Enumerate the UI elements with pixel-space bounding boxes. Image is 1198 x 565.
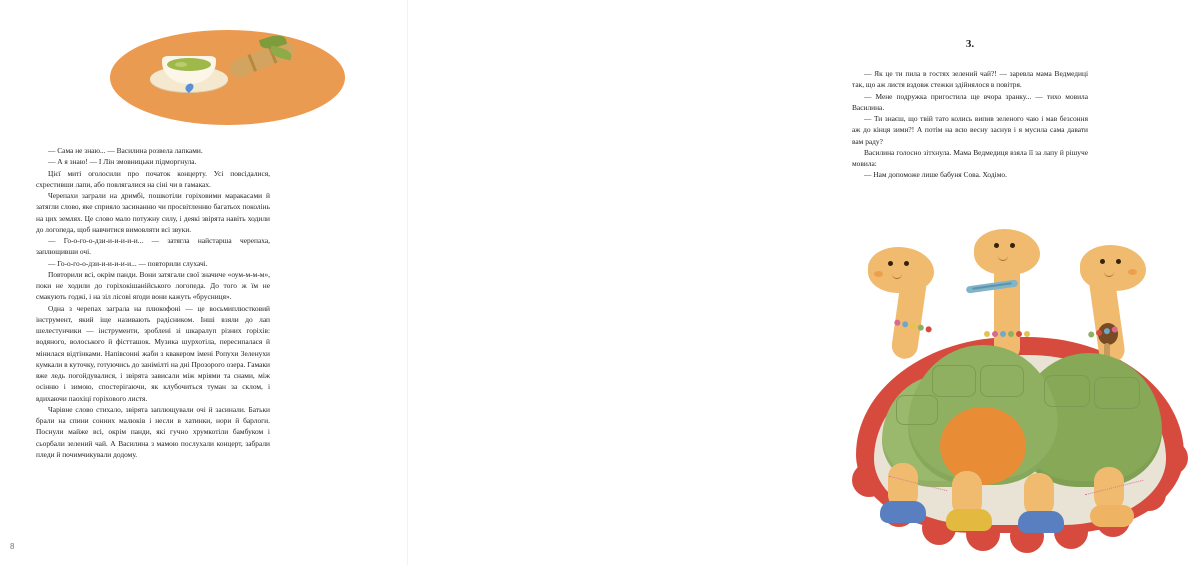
paragraph: Повторили всі, окрім панди. Вони затягали свої значиче «оум-м-м-м», поки не ходили до горіхокішанійського логопеда. До того ж їм не смакують годжі, і на зіл лісові яґоди вони кажуть «брусниця». xyxy=(36,269,270,302)
bead xyxy=(1088,331,1095,338)
tea-liquid-shape xyxy=(167,58,211,71)
bead xyxy=(909,322,916,329)
bead xyxy=(925,326,932,333)
green-tea-cup-illustration xyxy=(110,30,345,125)
paragraph: Чарівне слово стихало, звірята заплющували очі й засинали. Батьки брали на спини сонних малюків і несли в хатинки, нори й барлоги. Поснули майже всі, окрім панди, які гучно хрумкотіли бамбуком і сьорбали зелений чай. А Василина з мамою послухали концерт, забрали пледи й почимчикували додому. xyxy=(36,404,270,459)
turtle-shoe xyxy=(880,501,926,523)
turtle-eye xyxy=(1116,259,1121,264)
paragraph: Одна з черепах заграла на плюкофоні — це восьмиплюстковий інструмент, який іще називають радісником. Інші взяли до лап шелестунчики — інструменти, зроблені зі шкаралуп різних горіхів: водяного, волоського й фістташок. Музика шурхотіла, пересипалася й мінилася відтінками. Напівсонні жаби з квакером імені Ропухи Зеленухи кумкали в куточку, готуючись до занімілті на дні Прозорого озера. Гамаки вже ледь погойдувалися, і звірята зависали між мріями та снами, між осінню і зимою, спостерігаючи, як клубочиться туман за склом, і вдихаючи паохіці горіхового листя. xyxy=(36,303,270,403)
turtle-foot xyxy=(1090,505,1134,527)
bead xyxy=(992,331,998,337)
bead xyxy=(1016,331,1022,337)
paragraph: — Мене подружка пригостила ще вчора зранку... — тихо мовила Василина. xyxy=(852,91,1088,112)
turtle-eye xyxy=(904,261,909,266)
left-page xyxy=(0,0,407,565)
shell-plate xyxy=(1044,375,1090,407)
turtle-shoe xyxy=(946,509,992,531)
bead xyxy=(917,324,924,331)
bead-necklace xyxy=(984,331,1030,337)
turtle-head-left xyxy=(868,247,934,293)
paragraph: — Го-о-го-о-дзи-и-и-и-и-и... — повторили слухачі. xyxy=(48,258,208,268)
paragraph: — Ти знаєш, що твій тато колись випив зеленого чаю і мав безсоння аж до кінця зими?! А потім на всю весну заснув і я мусила сама давати вам раду? xyxy=(852,114,1088,146)
paragraph: — Як це ти пила в гостях зелений чай?! — заревла мама Ведмедиці так, що аж листя вздовж стежки здійнялося в повітря. xyxy=(852,69,1088,90)
bead xyxy=(1096,329,1103,336)
turtle-eye xyxy=(1100,259,1105,264)
turtle-eye xyxy=(888,261,893,266)
paragraph: — Сама не знаю... — Василина розвела лапками. xyxy=(48,146,203,155)
bead xyxy=(902,321,909,328)
paragraph: Василина голосно зітхнула. Мама Ведмедиця взяла її за лапу й рішуче мовила: xyxy=(852,147,1088,168)
shell-plate xyxy=(1094,377,1140,409)
bead xyxy=(894,319,901,326)
bead xyxy=(1103,328,1110,335)
right-page-text xyxy=(852,68,1088,181)
shell-plate xyxy=(980,365,1024,397)
turtle-cheek xyxy=(1128,269,1137,275)
chapter-number: 3. xyxy=(965,38,975,50)
page-number: 8 xyxy=(10,542,15,551)
shell-plate xyxy=(896,395,938,425)
bead xyxy=(1024,331,1030,337)
shell-plate xyxy=(932,365,976,397)
bead xyxy=(984,331,990,337)
paragraph: — Нам допоможе лише бабуня Сова. Ходімо. xyxy=(864,170,1007,180)
turtle-head-middle xyxy=(974,229,1040,275)
bead xyxy=(1008,331,1014,337)
paragraph: — Го-о-го-о-дзи-и-и-и-и-и... — затягла найстарша черепаха, заплющивши очі. xyxy=(36,236,270,257)
left-page-text xyxy=(36,145,270,460)
right-page xyxy=(408,0,1088,565)
turtle-belly xyxy=(940,407,1026,485)
bead xyxy=(1000,331,1006,337)
paragraph: Черепахи заграли на дримбі, пошкотіли горіховими маракасами й затягли слово, яке сприяло засинанню чи просвітленню багатьох поколінь на цих землях. Це слово мало потужну силу, і деякі звірята навіть ходили до логопеда, щоб навчитися вимовляти всі звуки. xyxy=(36,191,270,234)
bead xyxy=(1111,326,1118,333)
three-turtles-musicians-illustration xyxy=(848,225,1198,555)
turtle-eye xyxy=(1010,243,1015,248)
paragraph: Цієї миті оголосили про початок концерту. Усі повсідалися, схрестивши лапи, або повлягалися на сіні чи в гамаках. xyxy=(36,168,270,189)
turtle-cheek xyxy=(874,271,883,277)
paragraph: — А я знаю! — І Лін змовницьки підморгнула. xyxy=(48,157,197,167)
turtle-eye xyxy=(994,243,999,248)
turtle-shoe xyxy=(1018,511,1064,533)
turtle-head-right xyxy=(1080,245,1146,291)
